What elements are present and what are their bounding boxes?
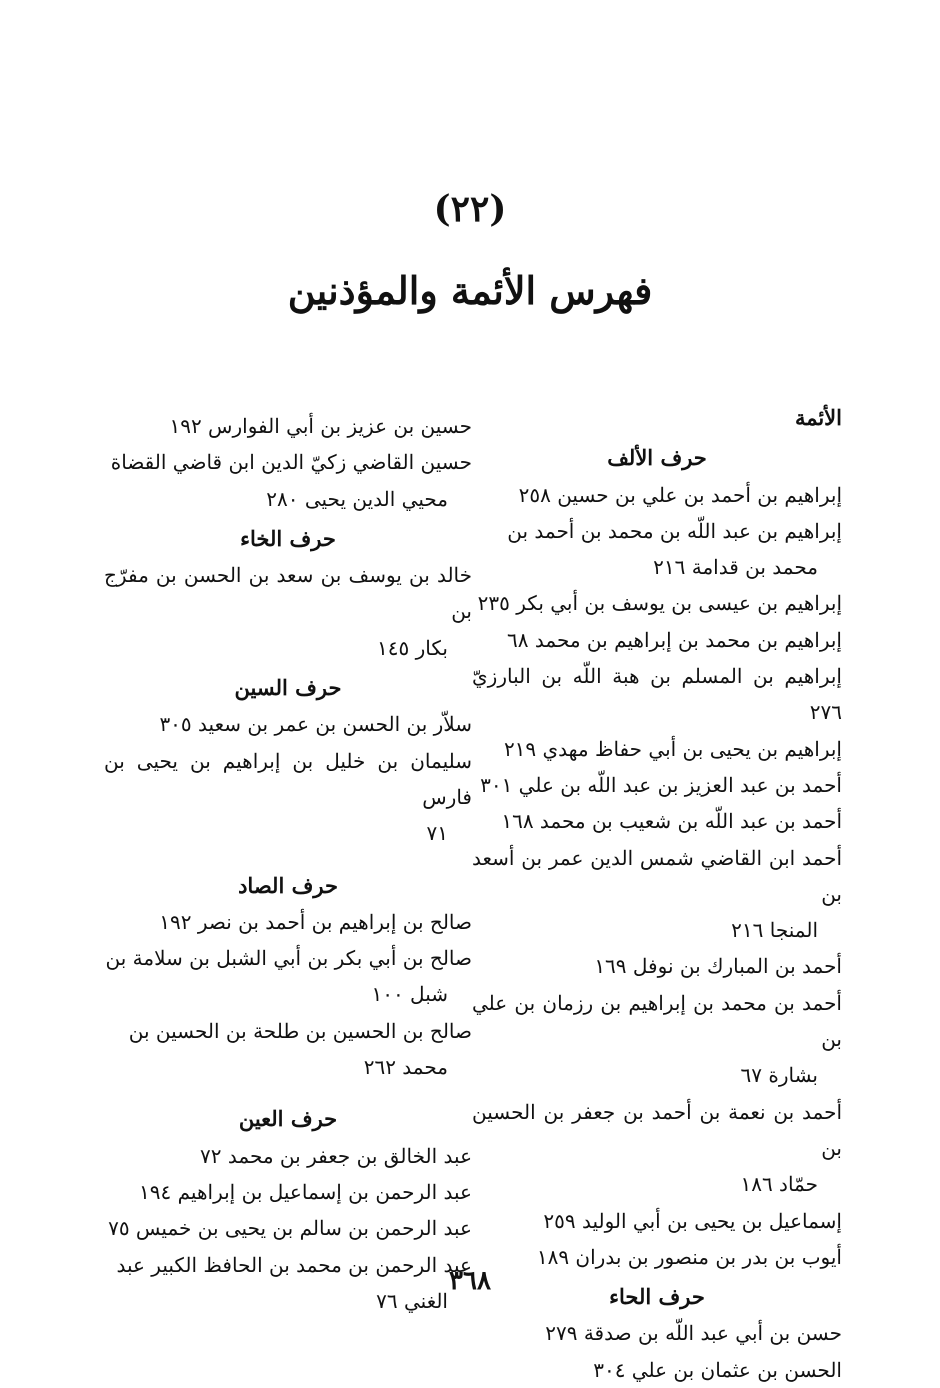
index-title: فهرس الأئمة والمؤذنين xyxy=(287,268,653,313)
index-entry xyxy=(472,658,842,731)
index-entry-text: سلاّر بن الحسن بن عمر بن سعيد ٣٠٥ xyxy=(159,712,472,737)
index-entry-text: أيوب بن بدر بن منصور بن بدران ١٨٩ xyxy=(536,1244,842,1269)
index-entry xyxy=(472,1315,842,1351)
index-entry-continuation: المنجا ٢١٦ xyxy=(731,918,818,943)
index-entry-text: حسين القاضي زكيّ الدين ابن قاضي القضاة xyxy=(110,450,472,475)
index-entry-text: أحمد بن عبد اللّه بن شعيب بن محمد ١٦٨ xyxy=(501,809,842,834)
index-entry xyxy=(104,706,472,742)
index-entry-text: إبراهيم بن أحمد بن علي بن حسين ٢٥٨ xyxy=(518,482,842,507)
index-entry xyxy=(472,731,842,767)
index-entry-continuation: بشارة ٦٧ xyxy=(740,1063,818,1088)
index-entry-text: أحمد بن محمد بن إبراهيم بن رزمان بن علي بن xyxy=(472,990,842,1052)
index-entry xyxy=(104,743,472,852)
index-entry-text: عبد الرحمن بن إسماعيل بن إبراهيم ١٩٤ xyxy=(139,1179,472,1204)
index-entry xyxy=(472,477,842,513)
index-entry xyxy=(472,585,842,621)
letter-heading-seen: حرف السين xyxy=(234,675,342,701)
index-entry-text: إبراهيم بن محمد بن إبراهيم بن محمد ٦٨ xyxy=(507,627,842,652)
index-entry-text: إبراهيم بن عبد اللّه بن محمد بن أحمد بن xyxy=(507,518,842,543)
index-entry xyxy=(104,1174,472,1210)
index-entry-text: إبراهيم بن عيسى بن يوسف بن أبي بكر ٢٣٥ xyxy=(477,591,842,616)
entries-haa xyxy=(472,1315,842,1388)
entries-alef xyxy=(472,477,842,1276)
index-entry xyxy=(472,803,842,839)
index-entry-continuation: ٧١ xyxy=(426,821,448,846)
entries-khaa xyxy=(104,557,472,666)
index-entry-text: حسن بن أبي عبد اللّه بن صدقة ٢٧٩ xyxy=(545,1321,842,1346)
index-entry-continuation: محمد ٢٦٢ xyxy=(363,1055,448,1080)
index-entry-continuation: الغني ٧٦ xyxy=(376,1288,448,1313)
index-entry xyxy=(472,840,842,949)
index-entry-continuation: محمد بن قدامة ٢١٦ xyxy=(653,555,818,580)
index-entry-text: صالح بن الحسين بن طلحة بن الحسين بن xyxy=(128,1018,472,1043)
index-entry-continuation: حمّاد ١٨٦ xyxy=(740,1172,818,1197)
index-entry-text: صالح بن أبي بكر بن أبي الشبل بن سلامة بن xyxy=(105,946,472,971)
entries-seen xyxy=(104,706,472,851)
index-entry xyxy=(104,408,472,444)
index-entry-text: الحسن بن عثمان بن علي ٣٠٤ xyxy=(593,1357,842,1382)
index-entry-text: إبراهيم بن يحيى بن أبي حفاظ مهدي ٢١٩ xyxy=(503,736,842,761)
index-entry xyxy=(104,1013,472,1086)
index-entry-text: عبد الرحمن بن محمد بن الحافظ الكبير عبد xyxy=(116,1252,472,1277)
index-entry-continuation: محيي الدين يحيى ٢٨٠ xyxy=(266,486,448,511)
right-column xyxy=(472,400,842,1388)
index-entry xyxy=(104,1138,472,1174)
letter-heading-saad: حرف الصاد xyxy=(238,872,338,898)
letter-heading-alef: حرف الألف xyxy=(607,445,707,471)
index-entry-text: أحمد ابن القاضي شمس الدين عمر بن أسعد بن xyxy=(472,845,842,906)
index-number: (٢٢) xyxy=(433,188,507,230)
index-entry xyxy=(104,444,472,517)
page-number: ٣٦٨ xyxy=(449,1266,491,1296)
index-entry xyxy=(472,948,842,984)
index-entry-text: إسماعيل بن يحيى بن أبي الوليد ٢٥٩ xyxy=(543,1208,842,1233)
index-entry-text: عبد الخالق بن جعفر بن محمد ٧٢ xyxy=(200,1143,472,1168)
index-entry xyxy=(472,622,842,658)
section-label-imams: الأئمة xyxy=(794,405,842,430)
index-entry-text: أحمد بن المبارك بن نوفل ١٦٩ xyxy=(594,954,842,979)
index-entry-continuation: شبل ١٠٠ xyxy=(371,982,448,1007)
index-entry xyxy=(472,767,842,803)
entries-saad xyxy=(104,904,472,1085)
left-column xyxy=(104,408,472,1319)
index-entry xyxy=(104,1210,472,1246)
index-entry xyxy=(472,985,842,1094)
index-entry-text: أحمد بن عبد العزيز بن عبد اللّه بن علي ٣٠١ xyxy=(480,772,842,797)
index-entry-text: حسين بن عزيز بن أبي الفوارس ١٩٢ xyxy=(169,414,472,438)
index-entry-text: إبراهيم بن المسلم بن هبة اللّه بن البارزيّ ٢٧٦ xyxy=(472,664,842,725)
index-entry xyxy=(472,1352,842,1388)
letter-heading-ain: حرف العين xyxy=(238,1106,338,1132)
index-entry-text: خالد بن يوسف بن سعد بن الحسن بن مفرّج بن xyxy=(104,563,472,624)
index-entry xyxy=(472,1094,842,1203)
index-entry xyxy=(104,904,472,940)
index-entry-text: عبد الرحمن بن سالم بن يحيى بن خميس ٧٥ xyxy=(108,1216,472,1241)
index-entry-text: صالح بن إبراهيم بن أحمد بن نصر ١٩٢ xyxy=(159,909,472,934)
index-entry xyxy=(104,557,472,666)
index-entry xyxy=(472,513,842,586)
index-entry-text: سليمان بن خليل بن إبراهيم بن يحيى بن فارس xyxy=(104,748,472,809)
entries-haa-continued xyxy=(104,408,472,517)
index-entry-text: أحمد بن نعمة بن أحمد بن جعفر بن الحسين بن xyxy=(472,1099,842,1160)
index-entry-continuation: بكار ١٤٥ xyxy=(377,635,448,660)
letter-heading-haa: حرف الحاء xyxy=(609,1284,705,1310)
index-entry xyxy=(104,940,472,1013)
index-entry xyxy=(472,1203,842,1239)
letter-heading-khaa: حرف الخاء xyxy=(240,525,336,551)
